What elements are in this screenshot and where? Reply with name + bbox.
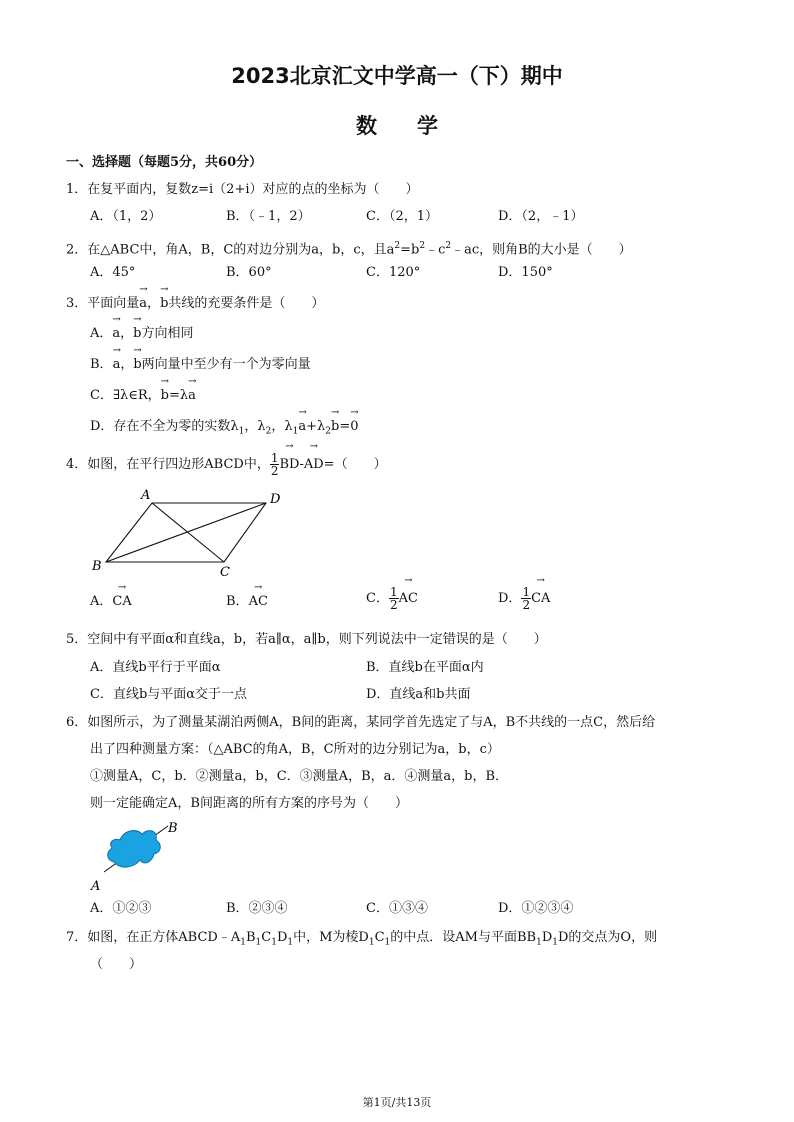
q4-option-b: B．→ AC xyxy=(226,593,268,611)
q1-option-b: B．（﹣1，2） xyxy=(226,209,311,224)
question-7-line-2: （ ） xyxy=(90,957,143,972)
q5-option-a: A．直线b平行于平面α xyxy=(90,660,221,675)
q1-option-d: D．（2，﹣1） xyxy=(498,209,584,224)
q4-option-a: A．→ CA xyxy=(90,593,132,611)
question-6-line-2: 出了四种测量方案：（△ABC的角A，B，C所对的边分别记为a，b，c） xyxy=(90,742,500,757)
question-1-stem: 1．在复平面内，复数z=i（2+i）对应的点的坐标为（ ） xyxy=(66,182,419,197)
question-6-line-3: ①测量A，C，b．②测量a，b，C．③测量A，B，a．④测量a，b，B． xyxy=(90,769,508,784)
q2-option-a: A．45° xyxy=(90,265,136,280)
q1-option-a: A．（1，2） xyxy=(90,209,162,224)
question-6-line-1: 6．如图所示，为了测量某湖泊两侧A，B间的距离，某同学首先选定了与A，B不共线的一点C，然后给 xyxy=(66,715,656,730)
q5-option-d: D．直线a和b共面 xyxy=(366,687,471,702)
diagonal-ac xyxy=(152,503,224,562)
q2-option-c: C．120° xyxy=(366,265,421,280)
q6-option-b: B．②③④ xyxy=(226,901,288,916)
vertex-label-b: B xyxy=(92,559,102,574)
q4-option-c: C． $\frac{1}{2}$ → AC xyxy=(366,586,418,612)
q3-option-a: A．→ a，→ b方向相同 xyxy=(90,325,194,343)
fraction-half: $\frac{1}{2}$ xyxy=(270,451,279,478)
diagonal-bd xyxy=(106,503,266,562)
vertex-label-d: D xyxy=(270,492,281,507)
q6-option-c: C．①③④ xyxy=(366,901,428,916)
q1-option-c: C．（2，1） xyxy=(366,209,438,224)
question-7-line-1: 7．如图，在正方体$ABCD﹣A_1B_1C_1D_1$中，M为棱$D_1C_1$的中点．设AM与平面$BB_1D_1D$的交点为O，则 xyxy=(66,930,658,948)
q3-option-d: D．存在不全为零的实数$\lambda_1$，$\lambda_2$，$\lambda_1\to a+\lambda_2\to b=\to 0$ xyxy=(90,418,359,441)
question-6-line-4: 则一定能确定A，B间距离的所有方案的序号为（ ） xyxy=(90,796,408,811)
q4-option-d: D． $\frac{1}{2}$ → CA xyxy=(498,586,550,612)
question-5-stem: 5．空间中有平面α和直线a，b，若a∥α，a∥b，则下列说法中一定错误的是（ ） xyxy=(66,632,547,647)
section-heading: 一、选择题（每题5分，共60分） xyxy=(66,155,263,170)
q3-option-c: C．∃λ∈R，→ b=λ→ a xyxy=(90,387,196,405)
lake-shape xyxy=(108,831,161,867)
point-label-a: A xyxy=(91,879,101,894)
question-4-stem: 4．如图，在平行四边形ABCD中， $\frac{1}{2}$ → BD-→ AD=（ ） xyxy=(66,452,387,478)
page-footer: 第1页/共13页 xyxy=(362,1096,432,1109)
q3-option-b: B．→ a，→ b两向量中至少有一个为零向量 xyxy=(90,356,311,374)
parallelogram-figure xyxy=(86,486,296,578)
q5-option-c: C．直线b与平面α交于一点 xyxy=(90,687,248,702)
page-title: 2023北京汇文中学高一（下）期中 xyxy=(231,64,563,88)
vertex-label-c: C xyxy=(220,565,230,578)
vertex-label-a: A xyxy=(141,488,151,503)
q5-option-b: B．直线b在平面α内 xyxy=(366,660,484,675)
question-2-stem: 2．在△ABC中，角A，B，C的对边分别为a，b，c，且$a^2=b^2﹣c^2﹣ac$，则角B的大小是（ ） xyxy=(66,241,632,258)
point-label-b: B xyxy=(168,821,178,836)
q6-option-a: A．①②③ xyxy=(90,901,152,916)
question-3-stem: 3．平面向量→ a，→ b共线的充要条件是（ ） xyxy=(66,295,324,313)
q2-option-d: D．150° xyxy=(498,265,553,280)
q2-option-b: B．60° xyxy=(226,265,272,280)
page-subject: 数学 xyxy=(356,114,478,138)
lake-figure xyxy=(86,818,186,896)
q6-option-d: D．①②③④ xyxy=(498,901,574,916)
